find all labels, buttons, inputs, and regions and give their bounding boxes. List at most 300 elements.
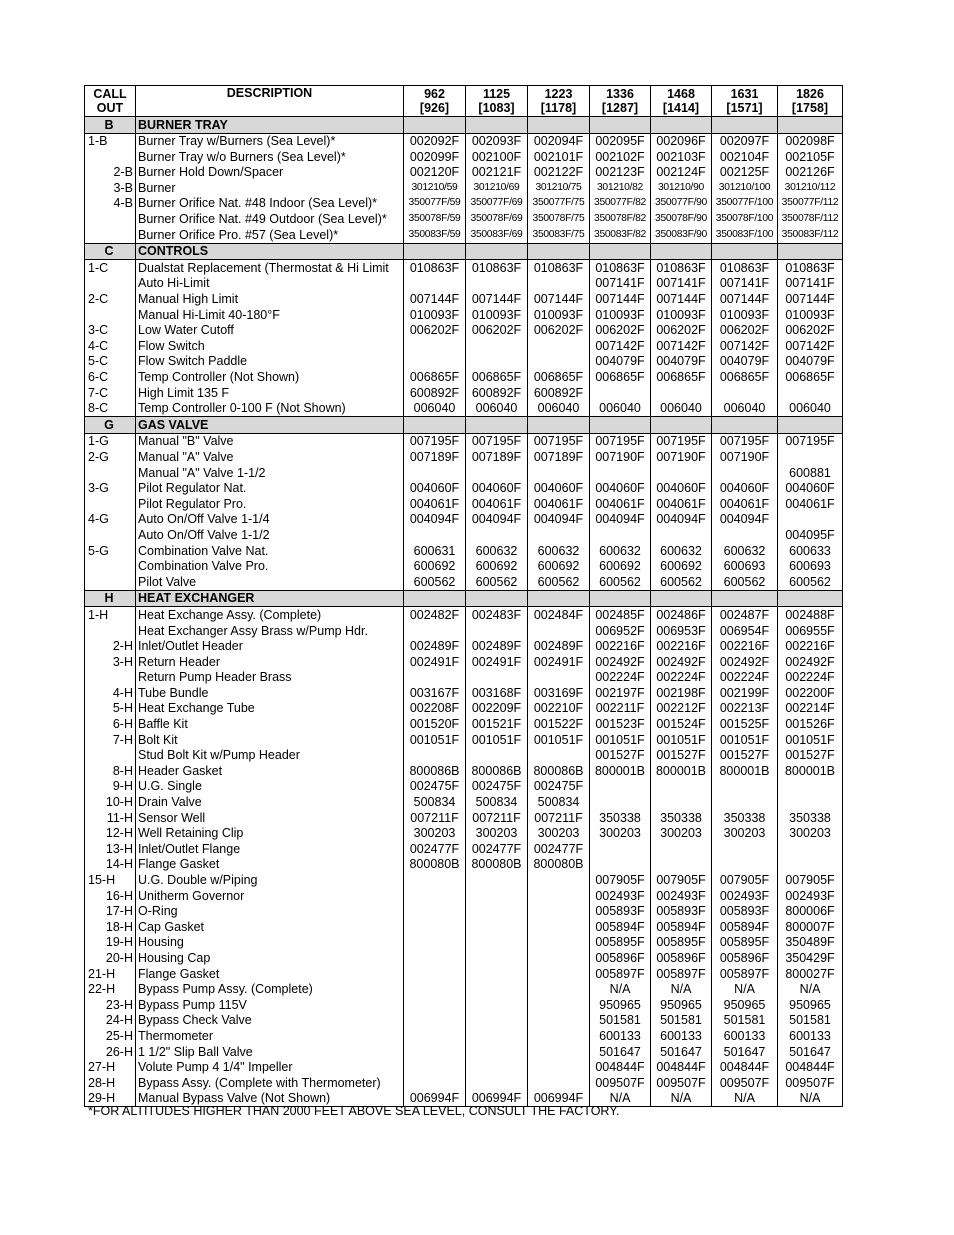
part-number-cell: 007144F — [590, 292, 651, 308]
part-number-cell: 301210/82 — [590, 180, 651, 196]
part-number-cell: 002216F — [712, 639, 778, 655]
part-number-cell: 301210/90 — [651, 180, 712, 196]
part-number-cell: 010093F — [778, 307, 843, 323]
section-filler-cell — [651, 243, 712, 260]
part-number-cell — [404, 982, 466, 998]
table-row — [85, 559, 843, 575]
part-number-cell: 001527F — [590, 748, 651, 764]
callout-cell: 26-H — [85, 1044, 136, 1060]
part-number-cell: 600562 — [466, 574, 528, 590]
part-number-cell: 004079F — [651, 354, 712, 370]
description-cell: Volute Pump 4 1/4" Impeller — [136, 1060, 404, 1076]
callout-cell: 22-H — [85, 982, 136, 998]
part-number-cell: 004060F — [590, 481, 651, 497]
part-number-cell — [466, 1060, 528, 1076]
part-number-cell: 010863F — [404, 260, 466, 276]
part-number-cell: 001527F — [712, 748, 778, 764]
part-number-cell: 350077F/69 — [466, 196, 528, 212]
part-number-cell — [528, 904, 590, 920]
part-number-cell: 001521F — [466, 717, 528, 733]
part-number-cell: 002492F — [778, 654, 843, 670]
description-cell: Inlet/Outlet Flange — [136, 841, 404, 857]
part-number-cell: 005897F — [712, 966, 778, 982]
part-number-cell: 500834 — [466, 795, 528, 811]
section-filler-cell — [404, 590, 466, 607]
part-number-cell — [404, 465, 466, 481]
part-number-cell: 007142F — [590, 338, 651, 354]
part-number-cell: 950965 — [778, 997, 843, 1013]
part-number-cell — [466, 1044, 528, 1060]
part-number-cell: 006202F — [778, 323, 843, 339]
part-number-cell: 010093F — [404, 307, 466, 323]
part-number-cell: 007905F — [712, 873, 778, 889]
part-number-cell: 002101F — [528, 149, 590, 165]
table-row — [85, 1028, 843, 1044]
part-number-cell: 002122F — [528, 165, 590, 181]
callout-cell: 27-H — [85, 1060, 136, 1076]
part-number-cell — [590, 527, 651, 543]
part-number-cell: 600632 — [712, 543, 778, 559]
part-number-cell: 800080B — [528, 857, 590, 873]
part-number-cell: 301210/69 — [466, 180, 528, 196]
part-number-cell — [404, 873, 466, 889]
model-header: 1336 [1287] — [590, 86, 651, 117]
table-header — [85, 86, 843, 117]
part-number-cell: 350077F/90 — [651, 196, 712, 212]
section-filler-cell — [778, 117, 843, 134]
part-number-cell: 006954F — [712, 623, 778, 639]
table-row — [85, 966, 843, 982]
part-number-cell: 004079F — [712, 354, 778, 370]
part-number-cell: 600881 — [778, 465, 843, 481]
section-filler-cell — [590, 243, 651, 260]
callout-cell: 29-H — [85, 1091, 136, 1107]
table-row — [85, 212, 843, 228]
part-number-cell: 350078F/112 — [778, 212, 843, 228]
part-number-cell: 005897F — [651, 966, 712, 982]
part-number-cell: 007905F — [778, 873, 843, 889]
part-number-cell: 002121F — [466, 165, 528, 181]
part-number-cell: 006202F — [404, 323, 466, 339]
part-number-cell: 007195F — [528, 433, 590, 449]
part-number-cell: 007190F — [651, 449, 712, 465]
part-number-cell: 002123F — [590, 165, 651, 181]
table-row — [85, 543, 843, 559]
part-number-cell: 004094F — [651, 512, 712, 528]
callout-cell: 19-H — [85, 935, 136, 951]
part-number-cell: 501647 — [778, 1044, 843, 1060]
part-number-cell: 006040 — [651, 401, 712, 417]
description-cell: Bypass Pump Assy. (Complete) — [136, 982, 404, 998]
part-number-cell: 002096F — [651, 133, 712, 149]
part-number-cell — [528, 748, 590, 764]
part-number-cell — [528, 997, 590, 1013]
part-number-cell: 007141F — [590, 276, 651, 292]
part-number-cell: 002208F — [404, 701, 466, 717]
part-number-cell — [778, 779, 843, 795]
section-title: HEAT EXCHANGER — [136, 590, 404, 607]
part-number-cell: 005894F — [590, 919, 651, 935]
description-cell: Burner Tray w/Burners (Sea Level)* — [136, 133, 404, 149]
part-number-cell: 501647 — [712, 1044, 778, 1060]
part-number-cell: 004094F — [404, 512, 466, 528]
part-number-cell: 002216F — [778, 639, 843, 655]
part-number-cell: 004061F — [778, 496, 843, 512]
part-number-cell: 007195F — [712, 433, 778, 449]
part-number-cell: 007144F — [404, 292, 466, 308]
description-cell: Auto On/Off Valve 1-1/4 — [136, 512, 404, 528]
model-header: 1826 [1758] — [778, 86, 843, 117]
part-number-cell: 004844F — [590, 1060, 651, 1076]
table-row — [85, 763, 843, 779]
part-number-cell: 600633 — [778, 543, 843, 559]
part-number-cell: 007195F — [778, 433, 843, 449]
part-number-cell: 350338 — [590, 810, 651, 826]
callout-cell: 6-C — [85, 370, 136, 386]
description-cell: Pilot Valve — [136, 574, 404, 590]
description-cell: Return Pump Header Brass — [136, 670, 404, 686]
callout-cell: 5-G — [85, 543, 136, 559]
callout-cell: 16-H — [85, 888, 136, 904]
part-number-cell: 950965 — [590, 997, 651, 1013]
part-number-cell — [404, 1028, 466, 1044]
part-number-cell: 001522F — [528, 717, 590, 733]
part-number-cell: 002120F — [404, 165, 466, 181]
callout-cell: 3-C — [85, 323, 136, 339]
table-row — [85, 950, 843, 966]
part-number-cell — [404, 919, 466, 935]
part-number-cell: 301210/100 — [712, 180, 778, 196]
part-number-cell — [651, 527, 712, 543]
section-filler-cell — [404, 243, 466, 260]
callout-cell: 20-H — [85, 950, 136, 966]
description-cell: Housing Cap — [136, 950, 404, 966]
part-number-cell: 002100F — [466, 149, 528, 165]
callout-cell — [85, 623, 136, 639]
part-number-cell — [404, 670, 466, 686]
table-row — [85, 639, 843, 655]
part-number-cell: 006865F — [712, 370, 778, 386]
table-row — [85, 449, 843, 465]
table-row — [85, 982, 843, 998]
part-number-cell — [528, 873, 590, 889]
callout-cell: 5-H — [85, 701, 136, 717]
section-filler-cell — [466, 117, 528, 134]
table-row — [85, 1044, 843, 1060]
part-number-cell — [528, 950, 590, 966]
part-number-cell: 002216F — [651, 639, 712, 655]
section-callout: H — [85, 590, 136, 607]
table-row — [85, 149, 843, 165]
part-number-cell: 600892F — [466, 385, 528, 401]
table-row — [85, 465, 843, 481]
part-number-cell — [466, 873, 528, 889]
section-filler-cell — [651, 417, 712, 434]
part-number-cell: 002491F — [528, 654, 590, 670]
table-row — [85, 1013, 843, 1029]
part-number-cell: 010863F — [528, 260, 590, 276]
model-header: 1468 [1414] — [651, 86, 712, 117]
part-number-cell: 002212F — [651, 701, 712, 717]
section-filler-cell — [466, 417, 528, 434]
table-row — [85, 717, 843, 733]
table-row — [85, 623, 843, 639]
part-number-cell — [651, 465, 712, 481]
part-number-cell: 002099F — [404, 149, 466, 165]
section-filler-cell — [528, 243, 590, 260]
callout-cell: 24-H — [85, 1013, 136, 1029]
description-cell: Auto On/Off Valve 1-1/2 — [136, 527, 404, 543]
callout-cell: 2-G — [85, 449, 136, 465]
part-number-cell: 007142F — [712, 338, 778, 354]
part-number-cell: 004094F — [590, 512, 651, 528]
description-cell: Pilot Regulator Pro. — [136, 496, 404, 512]
part-number-cell: 007195F — [590, 433, 651, 449]
part-number-cell — [466, 1013, 528, 1029]
description-cell: Burner — [136, 180, 404, 196]
description-cell: Bypass Pump 115V — [136, 997, 404, 1013]
part-number-cell: 004060F — [712, 481, 778, 497]
callout-cell: 28-H — [85, 1075, 136, 1091]
description-cell: Flow Switch — [136, 338, 404, 354]
callout-cell: 8-C — [85, 401, 136, 417]
table-row — [85, 795, 843, 811]
description-cell: Burner Tray w/o Burners (Sea Level)* — [136, 149, 404, 165]
part-number-cell: 002216F — [590, 639, 651, 655]
part-number-cell: 002125F — [712, 165, 778, 181]
part-number-cell: 001051F — [651, 732, 712, 748]
part-number-cell: 600692 — [651, 559, 712, 575]
part-number-cell: 010863F — [651, 260, 712, 276]
callout-cell — [85, 670, 136, 686]
part-number-cell — [778, 385, 843, 401]
part-number-cell: 005895F — [651, 935, 712, 951]
part-number-cell: N/A — [778, 982, 843, 998]
callout-cell — [85, 465, 136, 481]
description-cell: Burner Orifice Nat. #48 Indoor (Sea Level)* — [136, 196, 404, 212]
part-number-cell: 007142F — [778, 338, 843, 354]
part-number-cell: 001524F — [651, 717, 712, 733]
callout-cell: 2-C — [85, 292, 136, 308]
part-number-cell — [466, 623, 528, 639]
part-number-cell: 800001B — [651, 763, 712, 779]
part-number-cell: 350338 — [651, 810, 712, 826]
callout-cell: 21-H — [85, 966, 136, 982]
part-number-cell: 003168F — [466, 685, 528, 701]
table-row — [85, 496, 843, 512]
part-number-cell: 600562 — [590, 574, 651, 590]
part-number-cell: 600692 — [404, 559, 466, 575]
part-number-cell: 006202F — [712, 323, 778, 339]
callout-cell: 4-C — [85, 338, 136, 354]
description-cell: Auto Hi-Limit — [136, 276, 404, 292]
part-number-cell — [528, 1028, 590, 1044]
part-number-cell — [404, 935, 466, 951]
description-cell: Baffle Kit — [136, 717, 404, 733]
part-number-cell: 301210/112 — [778, 180, 843, 196]
part-number-cell: 350083F/59 — [404, 227, 466, 243]
part-number-cell — [404, 354, 466, 370]
parts-table — [84, 85, 843, 1107]
table-row — [85, 165, 843, 181]
part-number-cell: 800086B — [404, 763, 466, 779]
part-number-cell: 002484F — [528, 607, 590, 623]
part-number-cell: N/A — [712, 1091, 778, 1107]
model-header: 1223 [1178] — [528, 86, 590, 117]
part-number-cell: 004061F — [466, 496, 528, 512]
part-number-cell: 007905F — [590, 873, 651, 889]
table-row — [85, 401, 843, 417]
part-number-cell: 002213F — [712, 701, 778, 717]
part-number-cell — [466, 888, 528, 904]
part-number-cell: 007141F — [778, 276, 843, 292]
table-row — [85, 826, 843, 842]
part-number-cell: 600133 — [590, 1028, 651, 1044]
part-number-cell: 004060F — [404, 481, 466, 497]
part-number-cell: 350083F/69 — [466, 227, 528, 243]
table-row — [85, 873, 843, 889]
part-number-cell: 600631 — [404, 543, 466, 559]
description-cell: Pilot Regulator Nat. — [136, 481, 404, 497]
table-row — [85, 810, 843, 826]
table-row — [85, 748, 843, 764]
part-number-cell: 002103F — [651, 149, 712, 165]
part-number-cell — [466, 670, 528, 686]
part-number-cell: 002092F — [404, 133, 466, 149]
part-number-cell — [528, 354, 590, 370]
part-number-cell — [466, 527, 528, 543]
table-row — [85, 779, 843, 795]
header-row — [85, 86, 843, 117]
section-filler-cell — [651, 590, 712, 607]
description-cell: Inlet/Outlet Header — [136, 639, 404, 655]
description-cell: Bolt Kit — [136, 732, 404, 748]
part-number-cell: 002487F — [712, 607, 778, 623]
part-number-cell: 800001B — [590, 763, 651, 779]
part-number-cell: 007190F — [590, 449, 651, 465]
part-number-cell: 006202F — [528, 323, 590, 339]
part-number-cell: 010093F — [590, 307, 651, 323]
callout-cell: 4-B — [85, 196, 136, 212]
part-number-cell — [466, 465, 528, 481]
part-number-cell — [778, 841, 843, 857]
callout-cell: 7-C — [85, 385, 136, 401]
part-number-cell — [466, 338, 528, 354]
description-cell: Manual Hi-Limit 40-180°F — [136, 307, 404, 323]
section-filler-cell — [778, 417, 843, 434]
part-number-cell: 002102F — [590, 149, 651, 165]
part-number-cell — [778, 449, 843, 465]
part-number-cell: 350338 — [712, 810, 778, 826]
footnote: *FOR ALTITUDES HIGHER THAN 2000 FEET ABOVE SEA LEVEL, CONSULT THE FACTORY. — [88, 1104, 620, 1118]
callout-cell: 12-H — [85, 826, 136, 842]
part-number-cell: 006865F — [651, 370, 712, 386]
part-number-cell: 004060F — [778, 481, 843, 497]
part-number-cell — [778, 512, 843, 528]
part-number-cell: 002094F — [528, 133, 590, 149]
part-number-cell: 007141F — [712, 276, 778, 292]
description-cell: Combination Valve Pro. — [136, 559, 404, 575]
part-number-cell: 007142F — [651, 338, 712, 354]
table-row — [85, 574, 843, 590]
part-number-cell: 005893F — [651, 904, 712, 920]
part-number-cell: 301210/59 — [404, 180, 466, 196]
part-number-cell: 007195F — [466, 433, 528, 449]
table-row — [85, 732, 843, 748]
part-number-cell: 300203 — [590, 826, 651, 842]
part-number-cell — [528, 1044, 590, 1060]
table-row — [85, 323, 843, 339]
part-number-cell — [590, 795, 651, 811]
table-row — [85, 841, 843, 857]
description-cell: Heat Exchange Tube — [136, 701, 404, 717]
part-number-cell: 003169F — [528, 685, 590, 701]
part-number-cell — [528, 1013, 590, 1029]
part-number-cell: 001526F — [778, 717, 843, 733]
description-cell: Bypass Assy. (Complete with Thermometer) — [136, 1075, 404, 1091]
section-filler-cell — [778, 243, 843, 260]
part-number-cell: 350077F/59 — [404, 196, 466, 212]
part-number-cell: 002097F — [712, 133, 778, 149]
part-number-cell — [651, 779, 712, 795]
table-row — [85, 385, 843, 401]
part-number-cell: 800006F — [778, 904, 843, 920]
callout-cell: 25-H — [85, 1028, 136, 1044]
part-number-cell: 009507F — [651, 1075, 712, 1091]
part-number-cell — [466, 748, 528, 764]
part-number-cell: 002493F — [590, 888, 651, 904]
part-number-cell — [528, 276, 590, 292]
part-number-cell: 002200F — [778, 685, 843, 701]
part-number-cell — [528, 919, 590, 935]
part-number-cell — [404, 527, 466, 543]
part-number-cell: 005896F — [651, 950, 712, 966]
callout-cell: 1-H — [85, 607, 136, 623]
part-number-cell: 006865F — [590, 370, 651, 386]
part-number-cell: 007144F — [528, 292, 590, 308]
part-number-cell — [712, 385, 778, 401]
part-number-cell — [466, 1028, 528, 1044]
part-number-cell — [528, 338, 590, 354]
part-number-cell: 002485F — [590, 607, 651, 623]
table-row — [85, 338, 843, 354]
part-number-cell — [466, 966, 528, 982]
part-number-cell: 600692 — [466, 559, 528, 575]
part-number-cell: 009507F — [590, 1075, 651, 1091]
part-number-cell: 004844F — [712, 1060, 778, 1076]
model-header: 962 [926] — [404, 86, 466, 117]
part-number-cell: 350077F/75 — [528, 196, 590, 212]
part-number-cell — [590, 385, 651, 401]
part-number-cell: 600693 — [712, 559, 778, 575]
part-number-cell: 002098F — [778, 133, 843, 149]
section-filler-cell — [590, 590, 651, 607]
part-number-cell: 350078F/100 — [712, 212, 778, 228]
table-row — [85, 180, 843, 196]
model-header: 1631 [1571] — [712, 86, 778, 117]
part-number-cell: 350489F — [778, 935, 843, 951]
callout-cell: 2-H — [85, 639, 136, 655]
part-number-cell: 006955F — [778, 623, 843, 639]
part-number-cell: 002493F — [778, 888, 843, 904]
table-row — [85, 433, 843, 449]
description-cell: Manual "A" Valve — [136, 449, 404, 465]
description-cell: Dualstat Replacement (Thermostat & Hi Limit — [136, 260, 404, 276]
description-cell: Burner Orifice Nat. #49 Outdoor (Sea Level)* — [136, 212, 404, 228]
part-number-cell — [651, 385, 712, 401]
description-cell: Burner Orifice Pro. #57 (Sea Level)* — [136, 227, 404, 243]
part-number-cell: 501647 — [651, 1044, 712, 1060]
